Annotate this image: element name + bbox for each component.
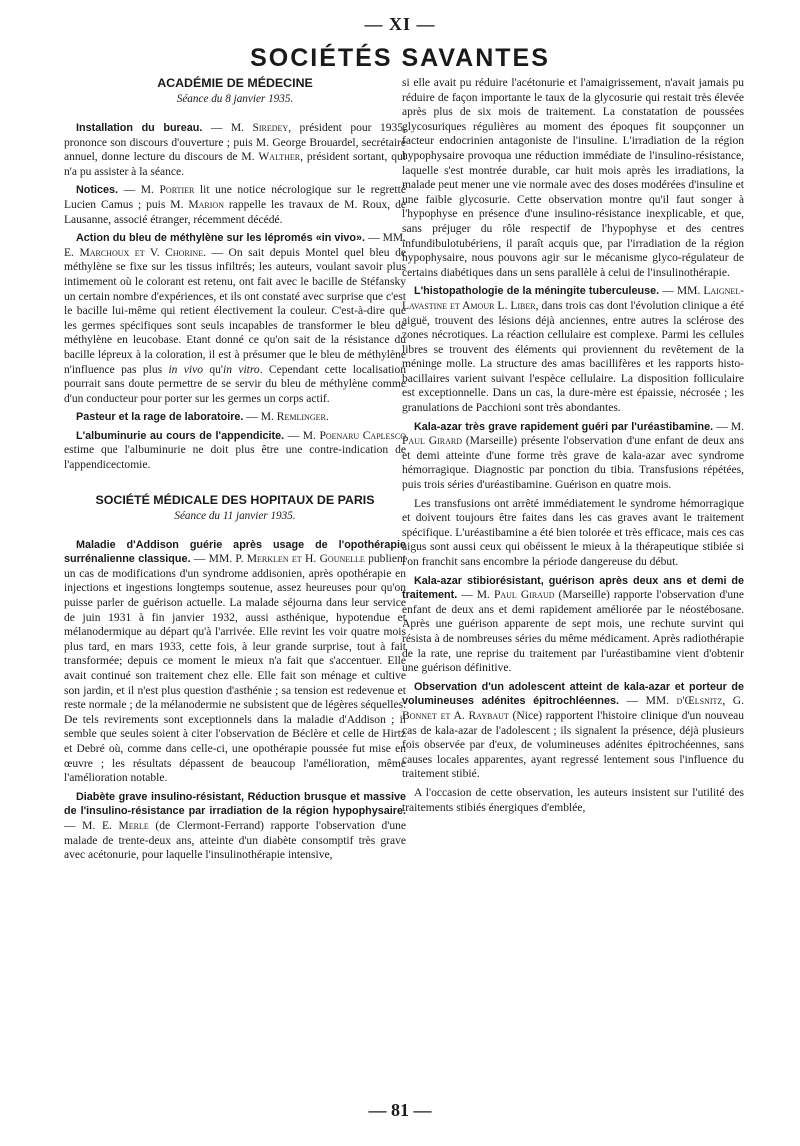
author: Laignel-Lavastine et Amour L. Liber [402, 285, 744, 312]
kala2-title: Kala-azar stibiorésistant, guérison après deux ans et demi de traitement. [402, 574, 744, 602]
author: E. Marchoux et V. Chorine [64, 246, 204, 259]
pasteur-paragraph: Pasteur et la rage de laboratoire. — M. Remlinger. [76, 411, 329, 424]
albuminurie-paragraph: L'albuminurie au cours de l'appendicite. — M. Poenaru Caplesco estime que l'albuminurie ne doit plus être une contre-indication de l'appendicectomie. [64, 429, 406, 472]
left-column [64, 76, 406, 867]
addison-title: Maladie d'Addison guérie après usage de l'opothérapie surrénalienne classique. [64, 538, 406, 566]
kala1-title: Kala-azar très grave rapidement guéri par l'uréastibamine. [414, 420, 714, 433]
addison-paragraph: Maladie d'Addison guérie après usage de l'opothérapie surrénalienne classique. — MM. P. Merklen et H. Gounelle publient un cas de modifications d'un syndrome addisonien, après opothérapie en injections et ingestions longtemps soutenue, assez heureuses pour qu'on puisse parler de guérison actuelle. La malade séjourna dans leur service de juin 1931 à fin janvier 1932, aussi asthénique, hypotendue et mélanodermique au départ qu'à l'arrivée. Elle revint les voir quatre mois plus tard, en mars 1933, cette fois, à leur grande surprise, tout à fait transformée; depuis ce moment le mieux n'a fait que s'accentuer. Elle avait continué son traitement chez elle. Elle fait son ménage et cultive son jardin, et il n'est plus question d'asthénie ; sa tension est redevenue et reste normale ; de la mélanodermie ne subsistent que de légères séquelles. De tels revirements sont exceptionnels dans la maladie d'Addison ; il semble que seules soient à citer l'observation de Béclère et celle de Hirtz et Debré où, comme dans celle-ci, une opothérapie poussée fut mise en œuvre ; les résultats dépassent de beaucoup l'amélioration, même l'amélioration notable. [64, 538, 406, 785]
kala1-paragraph-2: Les transfusions ont arrêté immédiatement le syndrome hémorragique et doivent toujours être faites dans les cas graves avant le traitement spécifique. L'uréastibamine a été bien tolorée et très efficace, mais ces cas aigus sont aussi ceux qui obéissent le mieux à la thérapeutique stibiée si l'on franchit sans encombre la période dangereuse du début. [402, 497, 745, 568]
smhp-heading: SOCIÉTÉ MÉDICALE DES HOPITAUX DE PARIS [95, 492, 375, 507]
author: Paul Giraud [493, 589, 555, 602]
installation-title: Installation du bureau. [76, 122, 203, 134]
bleu-paragraph: Action du bleu de méthylène sur les lépromés «in vivo». — MM. E. Marchoux et V. Chorine. — On sait depuis Montel quel bleu de méthylène se fixe sur les tissus infiltrés; les auteurs, voulant savoir plus intimement où le colorant est retenu, ont fait avec le bacille de Stéfansky un certain nombre d'expériences, et ils ont constaté avec surprise que c'est le bacille lui-même qui retient électivement la couleur. C'est-à-dire que les germes spécifiques sont seuls incapables de transformer le bleu de méthylène en leucobase. Etant donné ce qu'on sait de la résistance du bacille lépreux à la coloration, il est à présumer que le bleu de méthylène n'influence pas plus in vivo qu'in vitro. Cependant cette localisation pourrait sans doute permettre de se servir du bleu de méthylène comme d'un conducteur pour porter sur les germes un corps actif. [64, 232, 406, 405]
author: d'Œlsnitz, G. Bonnet et A. Raybaut [402, 695, 744, 722]
diabete-paragraph: Diabète grave insulino-résistant, Réduction brusque et massive de l'insulino-résistance par irradiation de la région hypophysaire. — M. E. Merle (de Clermont-Ferrand) rapporte l'observation d'une malade de trente-deux ans, atteinte d'un diabète consomptif très grave avec acétonurie, pour laquelle l'insulinothérapie intensive, [64, 790, 406, 862]
page-number-bottom: — 81 — [368, 1100, 432, 1120]
right-column [402, 76, 744, 819]
albuminurie-title: L'albuminurie au cours de l'appendicite. [76, 429, 285, 442]
bleu-title: Action du bleu de méthylène sur les lépromés «in vivo». [76, 232, 366, 245]
academie-seance: Séance du 8 janvier 1935. [176, 93, 294, 105]
histo-title: L'histopathologie de la méningite tuberculeuse. [414, 285, 660, 298]
histo-paragraph: L'histopathologie de la méningite tuberculeuse. — MM. Laignel-Lavastine et Amour L. Liber, dans trois cas dont l'évolution clinique a été aiguë, trouvent des lésions déjà anciennes, entre autres la sclérose des zones nécrotiques. La réaction cellulaire est complexe. Parmi les cellules libres se trouvent des éléments qui proviennent du revêtement de la méninge molle. La structure des amas bacillifères et les rapports histo-bacillaires varient suivant l'espèce cellulaire. La disposition folliculaire est exceptionnelle. Dans un cas, la dure-mère est épaissie, nécrosée ; les granulations de Pacchioni sont très abondantes. [402, 285, 744, 415]
author: E. Merle [101, 819, 149, 832]
author: Portier [159, 184, 195, 197]
diabete-title: Diabète grave insulino-résistant, Réduction brusque et massive de l'insulino-résistance par irradiation de la région hypophysaire. [64, 790, 406, 818]
page-title: SOCIÉTÉS SAVANTES [250, 44, 550, 72]
notices-paragraph: Notices. — M. Portier lit une notice nécrologique sur le regretté Lucien Camus ; puis M. Marion rappelle les travaux de M. Roux, de Lausanne, associé étranger, récemment décédé. [64, 184, 406, 226]
author: Remlinger [276, 411, 326, 424]
page-number-top: — XI — [364, 14, 436, 34]
kala2-paragraph: Kala-azar stibiorésistant, guérison après deux ans et demi de traitement. — M. Paul Giraud (Marseille) rapporte l'observation d'une enfant de deux ans et demi rapidement améliorée par le néostébosane. Après une guérison apparente de sept mois, une rechute survint qui résista à de nombreuses séries du même médicament. Après radiothérapie de la rate, une reprise du traitement par l'uréastibamine vient d'obtenir une guérison définitive. [402, 574, 744, 675]
author: Poenaru Caplesco [319, 429, 406, 442]
adolescent-paragraph: Observation d'un adolescent atteint de kala-azar et porteur de volumineuses adénites épitrochléennes. — MM. d'Œlsnitz, G. Bonnet et A. Raybaut (Nice) rapportent l'histoire clinique d'un nouveau cas de kala-azar de l'adolescent ; ils signalent la présence, déjà plusieurs fois observée par d'eux, de volumineuses adénites épitrochéennes, sans causes locales apparentes, ayant regressé lentement sous l'influence du traitement stibié. [402, 680, 744, 781]
author: Siredey [252, 122, 289, 134]
diabete-continuation: si elle avait pu réduire l'acétonurie et l'amaigrissement, n'avait jamais pu réduire de façon importante le taux de la glycosurie qui restait très élevée après plus de six mois de traitement. La constatation de poussées glycosuriques régulières au moment des époques fit soupçonner un facteur endocrinien antagoniste de l'insuline. L'irradiation de la région hypophysaire provoqua une réduction immédiate de l'insulino-résistance, laquelle s'est montrée durable, car huit mois après les irradiations, la malade peut mener une vie normale avec des doses modérées d'insuline et une faible glycosurie. Cette observation montre qu'il faut songer à l'hypophyse en présence d'une insulino-résistance inexplicable, et que, sans préjuger du rôle respectif de l'hypophyse et des centres infundibulotubériens, il paraît acquis que, par l'irradiation de la région hypophysaire, nous pouvons agir sur le mécanisme glyco-régulateur de certains diabétiques dans un sens parallèle à celui de l'insulinothérapie. [402, 77, 744, 279]
section-gap [64, 477, 406, 493]
author: Walther [258, 151, 301, 164]
pasteur-title: Pasteur et la rage de laboratoire. [76, 411, 244, 424]
academie-heading: ACADÉMIE DE MÉDECINE [157, 76, 313, 90]
adolescent-title: Observation d'un adolescent atteint de kala-azar et porteur de volumineuses adénites épitrochléennes. [402, 680, 744, 708]
adolescent-paragraph-2: A l'occasion de cette observation, les auteurs insistent sur l'utilité des traitements stibiés énergiques d'emblée, [402, 786, 744, 814]
kala1-paragraph: Kala-azar très grave rapidement guéri par l'uréastibamine. — M. Paul Girard (Marseille) présente l'observation d'une enfant de deux ans et demi atteinte d'une forme très grave de kala-azar avec syndrome hémorragique. Diagnostic par ponction du tibia. Transfusions répétées, puis trois séries d'uréastibamine. Guérison en quatre mois. [402, 420, 744, 492]
author: Paul Girard [402, 435, 462, 448]
author: Marion [188, 198, 224, 211]
installation-paragraph: Installation du bureau. — M. Siredey, président pour 1935, prononce son discours d'ouverture ; puis M. George Brouardel, secrétaire annuel, donne lecture du discours de M. Walther, président sortant, qui n'a pu assister à la séance. [64, 122, 406, 178]
notices-title: Notices. [76, 184, 119, 197]
smhp-seance: Séance du 11 janvier 1935. [174, 509, 296, 522]
author: P. Merklen et H. Gounelle [235, 553, 365, 566]
